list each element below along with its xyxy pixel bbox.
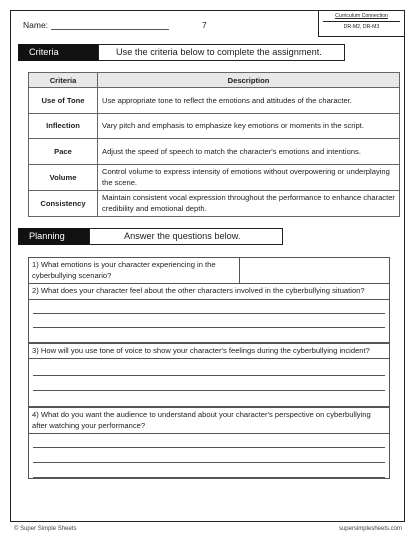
name-label: Name:: [23, 20, 49, 30]
answer-line[interactable]: [33, 314, 385, 328]
criteria-name: Volume: [29, 164, 98, 190]
criteria-row: [29, 190, 400, 216]
questions-grid: [28, 257, 390, 479]
criteria-row: [29, 164, 400, 190]
footer-website: supersimplesheets.com: [338, 526, 402, 532]
footer-copyright: © Super Simple Sheets: [14, 526, 77, 532]
answer-line[interactable]: [33, 434, 385, 448]
criteria-description: Use appropriate tone to reflect the emotions and attitudes of the character.: [98, 88, 400, 114]
criteria-description: Adjust the speed of speech to match the character's emotions and intentions.: [98, 139, 400, 165]
worksheet-header: [11, 11, 404, 37]
criteria-instruction: Use the criteria below to complete the assignment.: [98, 44, 345, 61]
answer-lines[interactable]: [29, 434, 389, 478]
criteria-row: [29, 113, 400, 139]
planning-instruction: Answer the questions below.: [89, 228, 283, 245]
criteria-column-header: Criteria: [29, 73, 98, 88]
answer-line[interactable]: [33, 391, 385, 406]
name-field-line[interactable]: [51, 29, 169, 30]
page-number: 7: [202, 20, 207, 30]
question-text: 3) How will you use tone of voice to show your character's feelings during the cyberbullying incident?: [29, 344, 389, 360]
answer-line[interactable]: [33, 300, 385, 314]
criteria-name: Use of Tone: [29, 88, 98, 114]
curriculum-connection-box: [318, 11, 404, 37]
answer-line[interactable]: [33, 448, 385, 463]
criteria-table: [28, 72, 400, 217]
criteria-name: Consistency: [29, 190, 98, 216]
answer-line[interactable]: [33, 359, 385, 376]
question-block-3: [29, 343, 389, 408]
question-text: 1) What emotions is your character experiencing in the cyberbullying scenario?: [29, 258, 240, 283]
criteria-section-label: Criteria: [18, 44, 98, 61]
answer-box[interactable]: [240, 258, 389, 283]
criteria-row: [29, 139, 400, 165]
answer-line[interactable]: [33, 328, 385, 342]
question-block-1: [29, 258, 389, 284]
criteria-description: Maintain consistent vocal expression throughout the performance to enhance character credibility and emotional depth.: [98, 190, 400, 216]
answer-line[interactable]: [33, 376, 385, 391]
answer-lines[interactable]: [29, 359, 389, 406]
question-block-2: [29, 284, 389, 343]
criteria-table-header: [29, 73, 400, 88]
question-block-4: [29, 407, 389, 478]
criteria-name: Pace: [29, 139, 98, 165]
curriculum-title: Curriculum Connection: [335, 13, 388, 19]
criteria-row: [29, 88, 400, 114]
answer-line[interactable]: [33, 463, 385, 478]
question-text: 4) What do you want the audience to understand about your character's perspective on cyberbullying after watching your performance?: [29, 408, 389, 434]
planning-section-label: Planning: [18, 228, 89, 245]
question-text: 2) What does your character feel about the other characters involved in the cyberbullying situation?: [29, 284, 389, 300]
curriculum-codes: DR-M2, DR-M3: [343, 24, 380, 30]
criteria-name: Inflection: [29, 113, 98, 139]
criteria-description: Control volume to express intensity of emotions without overpowering or underplaying the scene.: [98, 164, 400, 190]
curriculum-divider: [323, 21, 400, 22]
description-column-header: Description: [98, 73, 400, 88]
criteria-description: Vary pitch and emphasis to emphasize key emotions or moments in the script.: [98, 113, 400, 139]
answer-lines[interactable]: [29, 300, 389, 342]
